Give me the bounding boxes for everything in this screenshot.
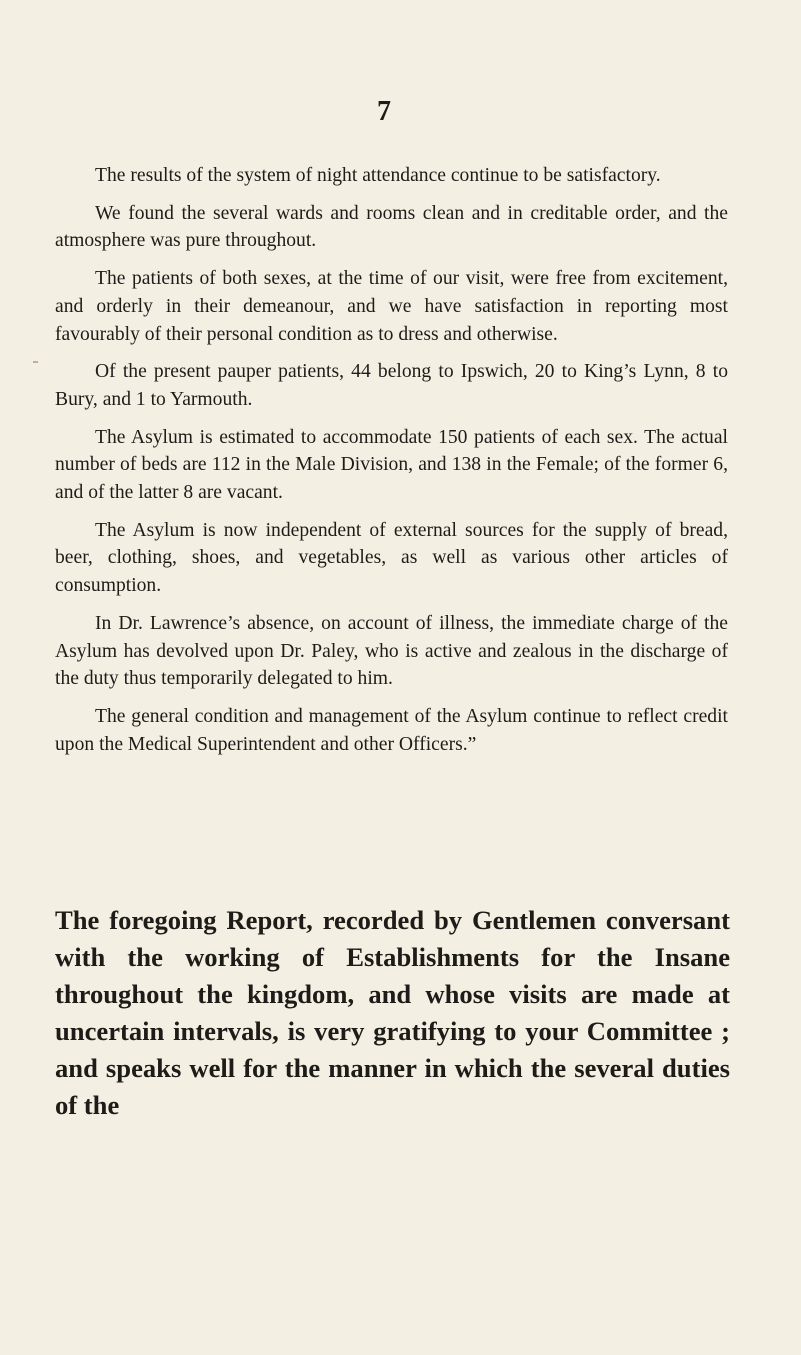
- paragraph-wards-rooms: We found the several wards and rooms clean and in creditable order, and the atmosphere was pure throughout.: [55, 202, 728, 252]
- paragraph-dr-lawrence: In Dr. Lawrence’s absence, on account of illness, the immediate charge of the Asylum has devolved upon Dr. Paley, who is active and zealous in the discharge of the duty thus temporarily delegated to him.: [55, 612, 728, 690]
- page-number: 7: [377, 96, 391, 127]
- paragraph-pauper-patients: Of the present pauper patients, 44 belong to Ipswich, 20 to King’s Lynn, 8 to Bury, and 1 to Yarmouth.: [55, 361, 728, 410]
- report-body: [55, 162, 728, 758]
- paragraph-foregoing-report: The foregoing Report, recorded by Gentlemen conversant with the working of Establishments for the Insane throughout the kingdom, and whose visits are made at uncertain intervals, is very gratifying to your Committee ; and speaks well for the manner in which the several duties of the: [55, 905, 730, 1120]
- paragraph-general-condition: The general condition and management of the Asylum continue to reflect credit upon the Medical Superintendent and other Officers.”: [55, 705, 728, 755]
- paragraph-supplies: The Asylum is now independent of external sources for the supply of bread, beer, clothing, shoes, and vegetables, as well as various other articles of consumption.: [55, 519, 728, 597]
- paragraph-patients-condition: The patients of both sexes, at the time of our visit, were free from excitement, and orderly in their demeanour, and we have satisfaction in reporting most favourably of their personal condition as to dress and otherwise.: [55, 268, 728, 345]
- margin-mark: [33, 361, 38, 363]
- committee-remarks: [55, 902, 730, 1124]
- paragraph-accommodation: The Asylum is estimated to accommodate 150 patients of each sex. The actual number of beds are 112 in the Male Division, and 138 in the Female; of the former 6, and of the latter 8 are vacant.: [55, 426, 728, 504]
- paragraph-night-attendance: The results of the system of night attendance continue to be satisfactory.: [95, 165, 661, 186]
